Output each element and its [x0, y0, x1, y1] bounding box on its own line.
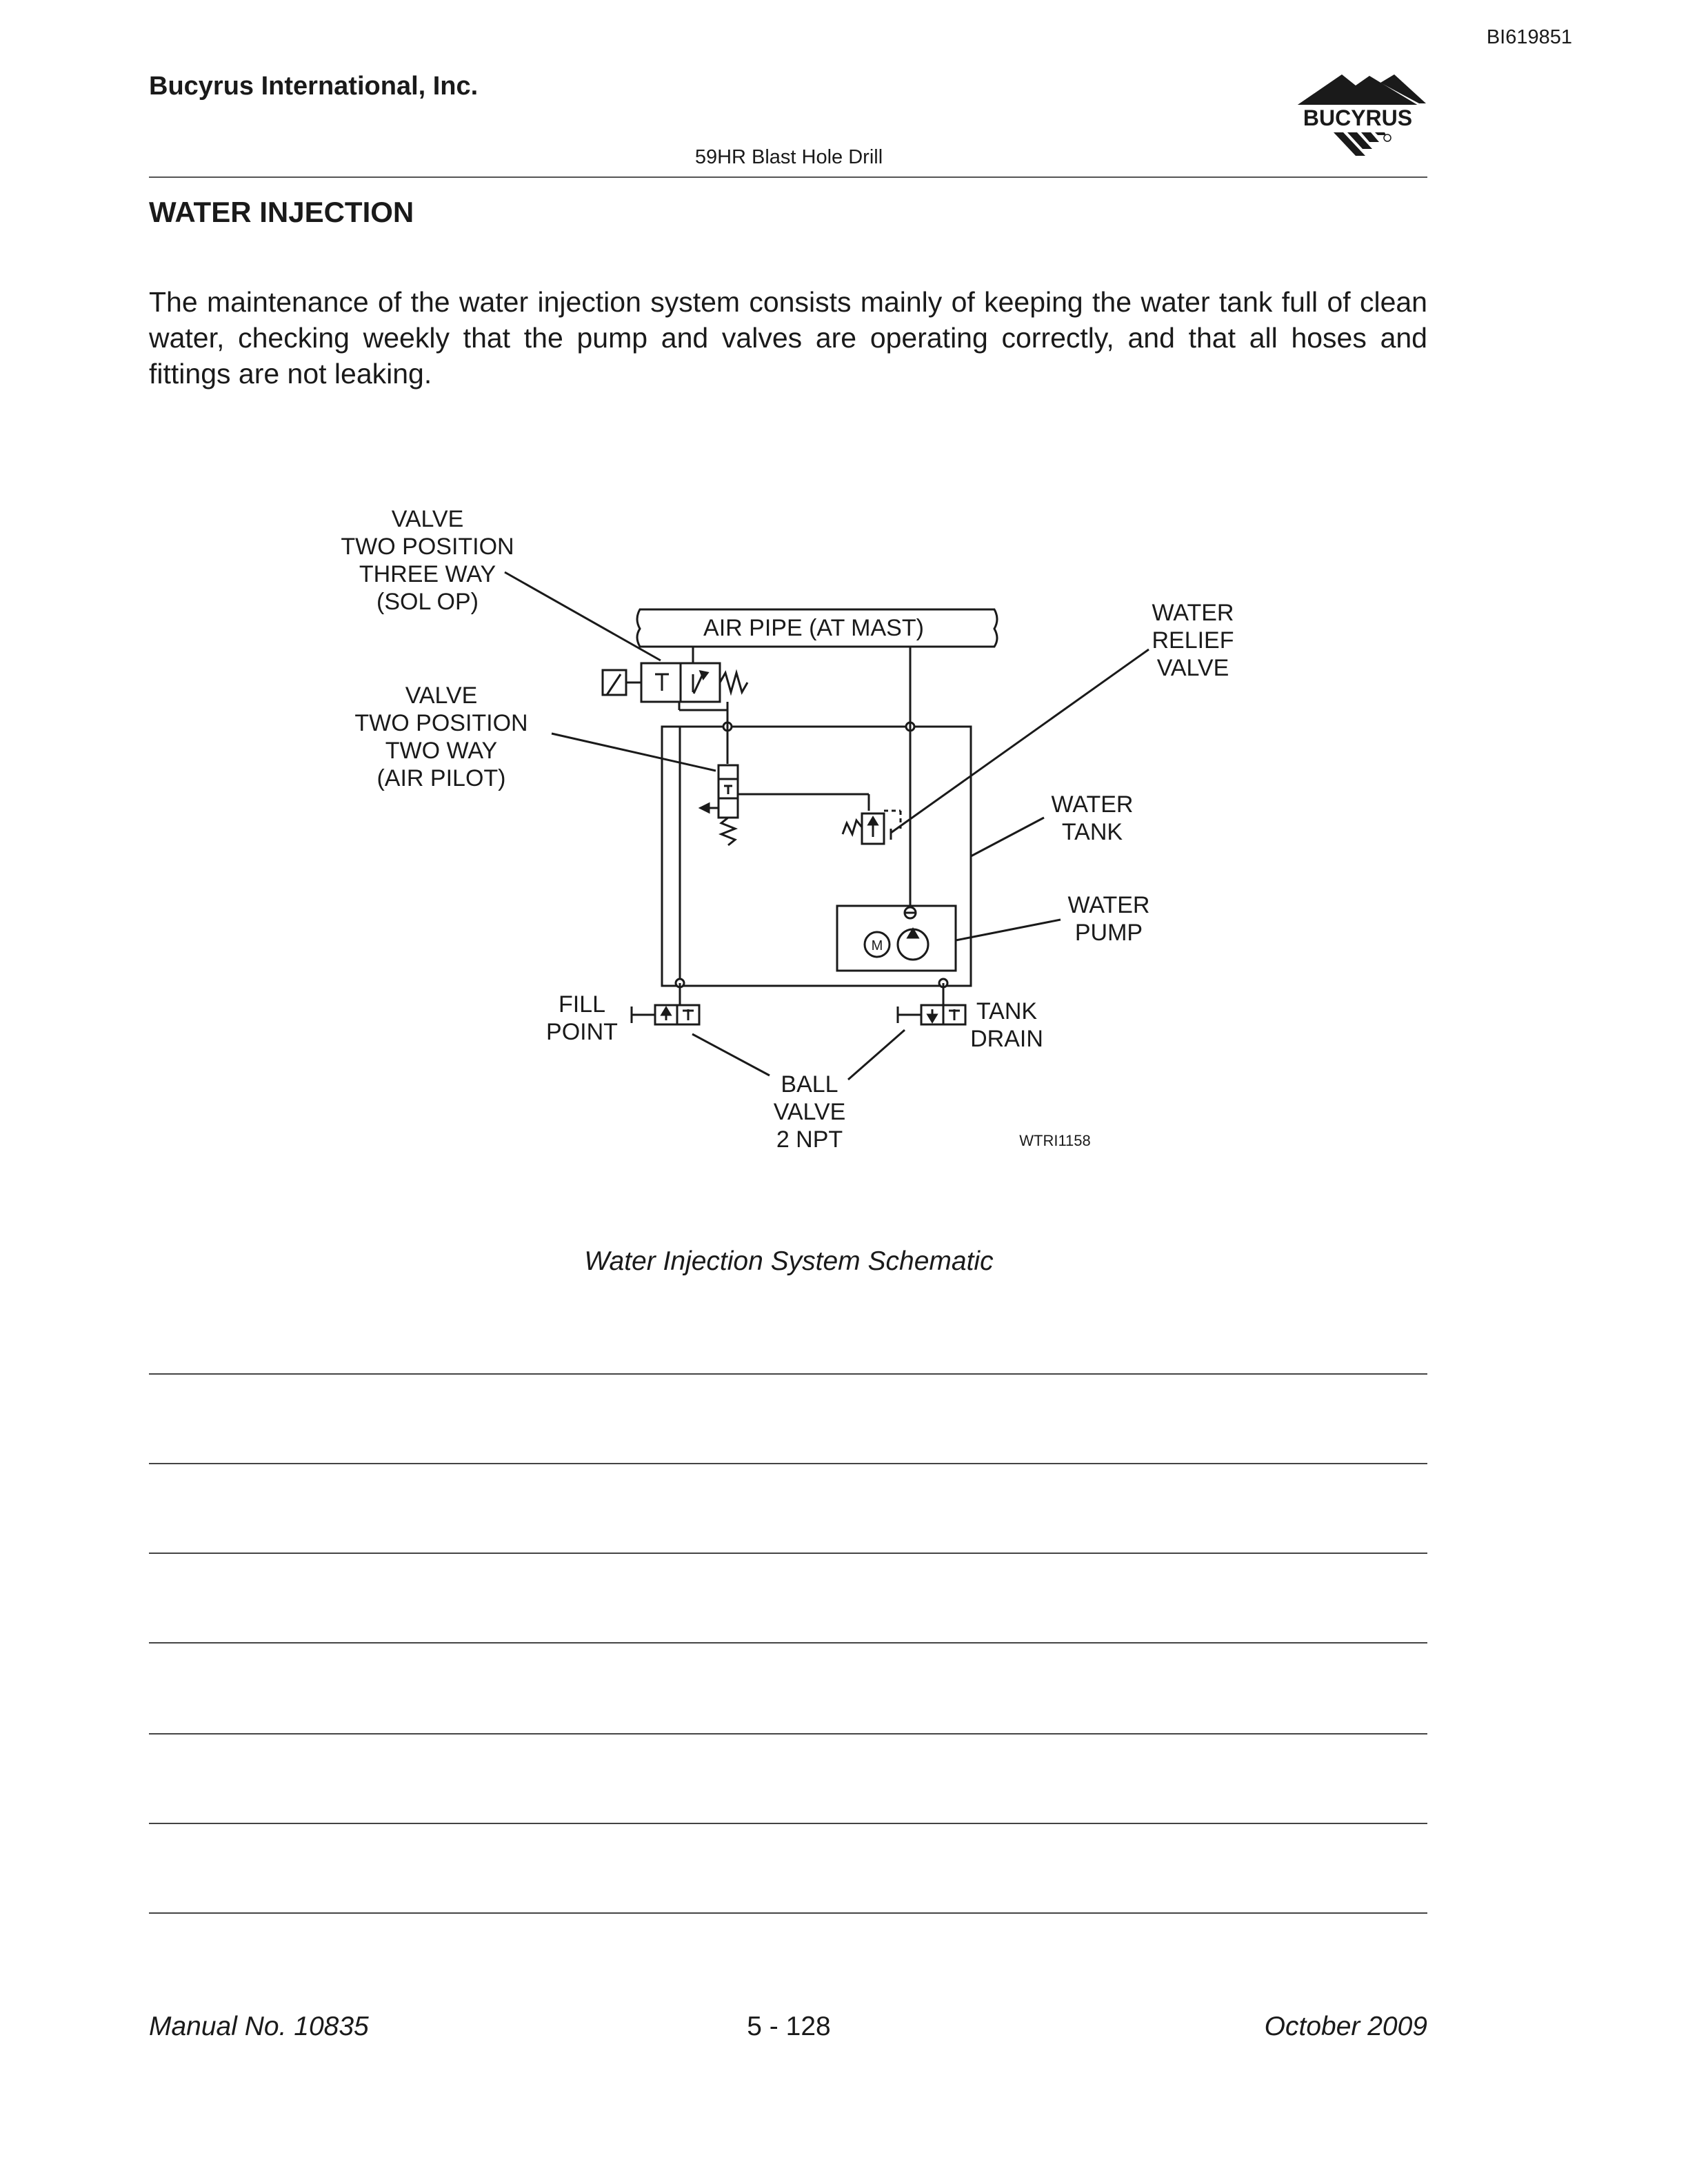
note-line: [149, 1553, 1427, 1554]
label-water-relief-valve: [1152, 600, 1234, 681]
company-name: Bucyrus International, Inc.: [149, 72, 479, 101]
label-water-pump: [1068, 892, 1150, 946]
air-pilot-valve-symbol: [701, 765, 738, 845]
label-tank-drain: [970, 998, 1043, 1052]
svg-text:TANK: TANK: [976, 998, 1038, 1024]
label-valve-two-way: [354, 682, 528, 791]
section-body: The maintenance of the water injection system consists mainly of keeping the water tank full of clean water, checking weekly that the pump and valves are operating correctly, and that all hoses and fittings are not leaking.: [149, 286, 1427, 390]
solenoid-valve-symbol: [603, 663, 747, 702]
relief-valve-symbol: [843, 811, 901, 844]
svg-text:TWO POSITION: TWO POSITION: [354, 710, 528, 736]
svg-text:BALL: BALL: [781, 1071, 838, 1098]
svg-text:VALVE: VALVE: [405, 682, 478, 709]
svg-text:VALVE: VALVE: [391, 506, 464, 532]
label-ball-valve: [774, 1071, 846, 1153]
label-water-tank: [1052, 791, 1134, 845]
svg-text:WATER: WATER: [1152, 600, 1234, 626]
svg-text:PUMP: PUMP: [1074, 920, 1143, 946]
logo-mountain-icon: [1294, 74, 1426, 108]
footer-manual-number: Manual No. 10835: [149, 2012, 369, 2041]
svg-text:FILL: FILL: [558, 991, 606, 1018]
fill-point-valve-symbol: [632, 1005, 699, 1024]
footer-page-number: 5 - 128: [747, 2012, 831, 2041]
header-divider: [149, 176, 1427, 178]
label-fill-point: [546, 991, 618, 1045]
note-line: [149, 1463, 1427, 1464]
svg-text:VALVE: VALVE: [773, 1099, 846, 1125]
section-title: WATER INJECTION: [149, 196, 414, 228]
svg-text:WATER: WATER: [1067, 892, 1150, 918]
figure-caption: Water Injection System Schematic: [584, 1246, 994, 1276]
leader-two-way: [552, 734, 716, 771]
svg-text:TWO WAY: TWO WAY: [385, 738, 498, 764]
svg-text:2 NPT: 2 NPT: [776, 1126, 843, 1153]
svg-text:TANK: TANK: [1061, 819, 1123, 845]
label-air-pipe: AIR PIPE (AT MAST): [703, 615, 924, 641]
leader-ball-left: [692, 1034, 770, 1075]
svg-text:TWO POSITION: TWO POSITION: [341, 534, 514, 560]
water-tank-symbol: [662, 727, 971, 986]
svg-text:THREE WAY: THREE WAY: [359, 561, 496, 587]
svg-text:DRAIN: DRAIN: [970, 1026, 1043, 1052]
svg-text:(AIR PILOT): (AIR PILOT): [376, 765, 506, 791]
note-line: [149, 1912, 1427, 1914]
label-valve-three-way: [341, 506, 514, 615]
motor-label: M: [871, 938, 883, 953]
leader-ball-right: [848, 1030, 905, 1080]
footer-date: October 2009: [1264, 2012, 1427, 2041]
svg-text:VALVE: VALVE: [1156, 655, 1229, 681]
note-line: [149, 1373, 1427, 1375]
water-pump-symbol: [837, 906, 956, 971]
note-line: [149, 1642, 1427, 1644]
figure-code: WTRI1158: [1019, 1132, 1091, 1149]
note-line: [149, 1823, 1427, 1824]
svg-text:(SOL OP): (SOL OP): [376, 589, 479, 615]
leader-tank: [971, 818, 1044, 856]
svg-text:RELIEF: RELIEF: [1152, 627, 1234, 654]
note-line: [149, 1733, 1427, 1735]
document-id: BI619851: [1486, 26, 1572, 48]
logo-text: BUCYRUS: [1303, 105, 1413, 130]
water-injection-schematic: [317, 496, 1283, 1172]
svg-text:POINT: POINT: [546, 1019, 618, 1045]
tank-drain-valve-symbol: [898, 1005, 965, 1024]
svg-text:WATER: WATER: [1051, 791, 1134, 818]
document-subtitle: 59HR Blast Hole Drill: [694, 146, 883, 168]
